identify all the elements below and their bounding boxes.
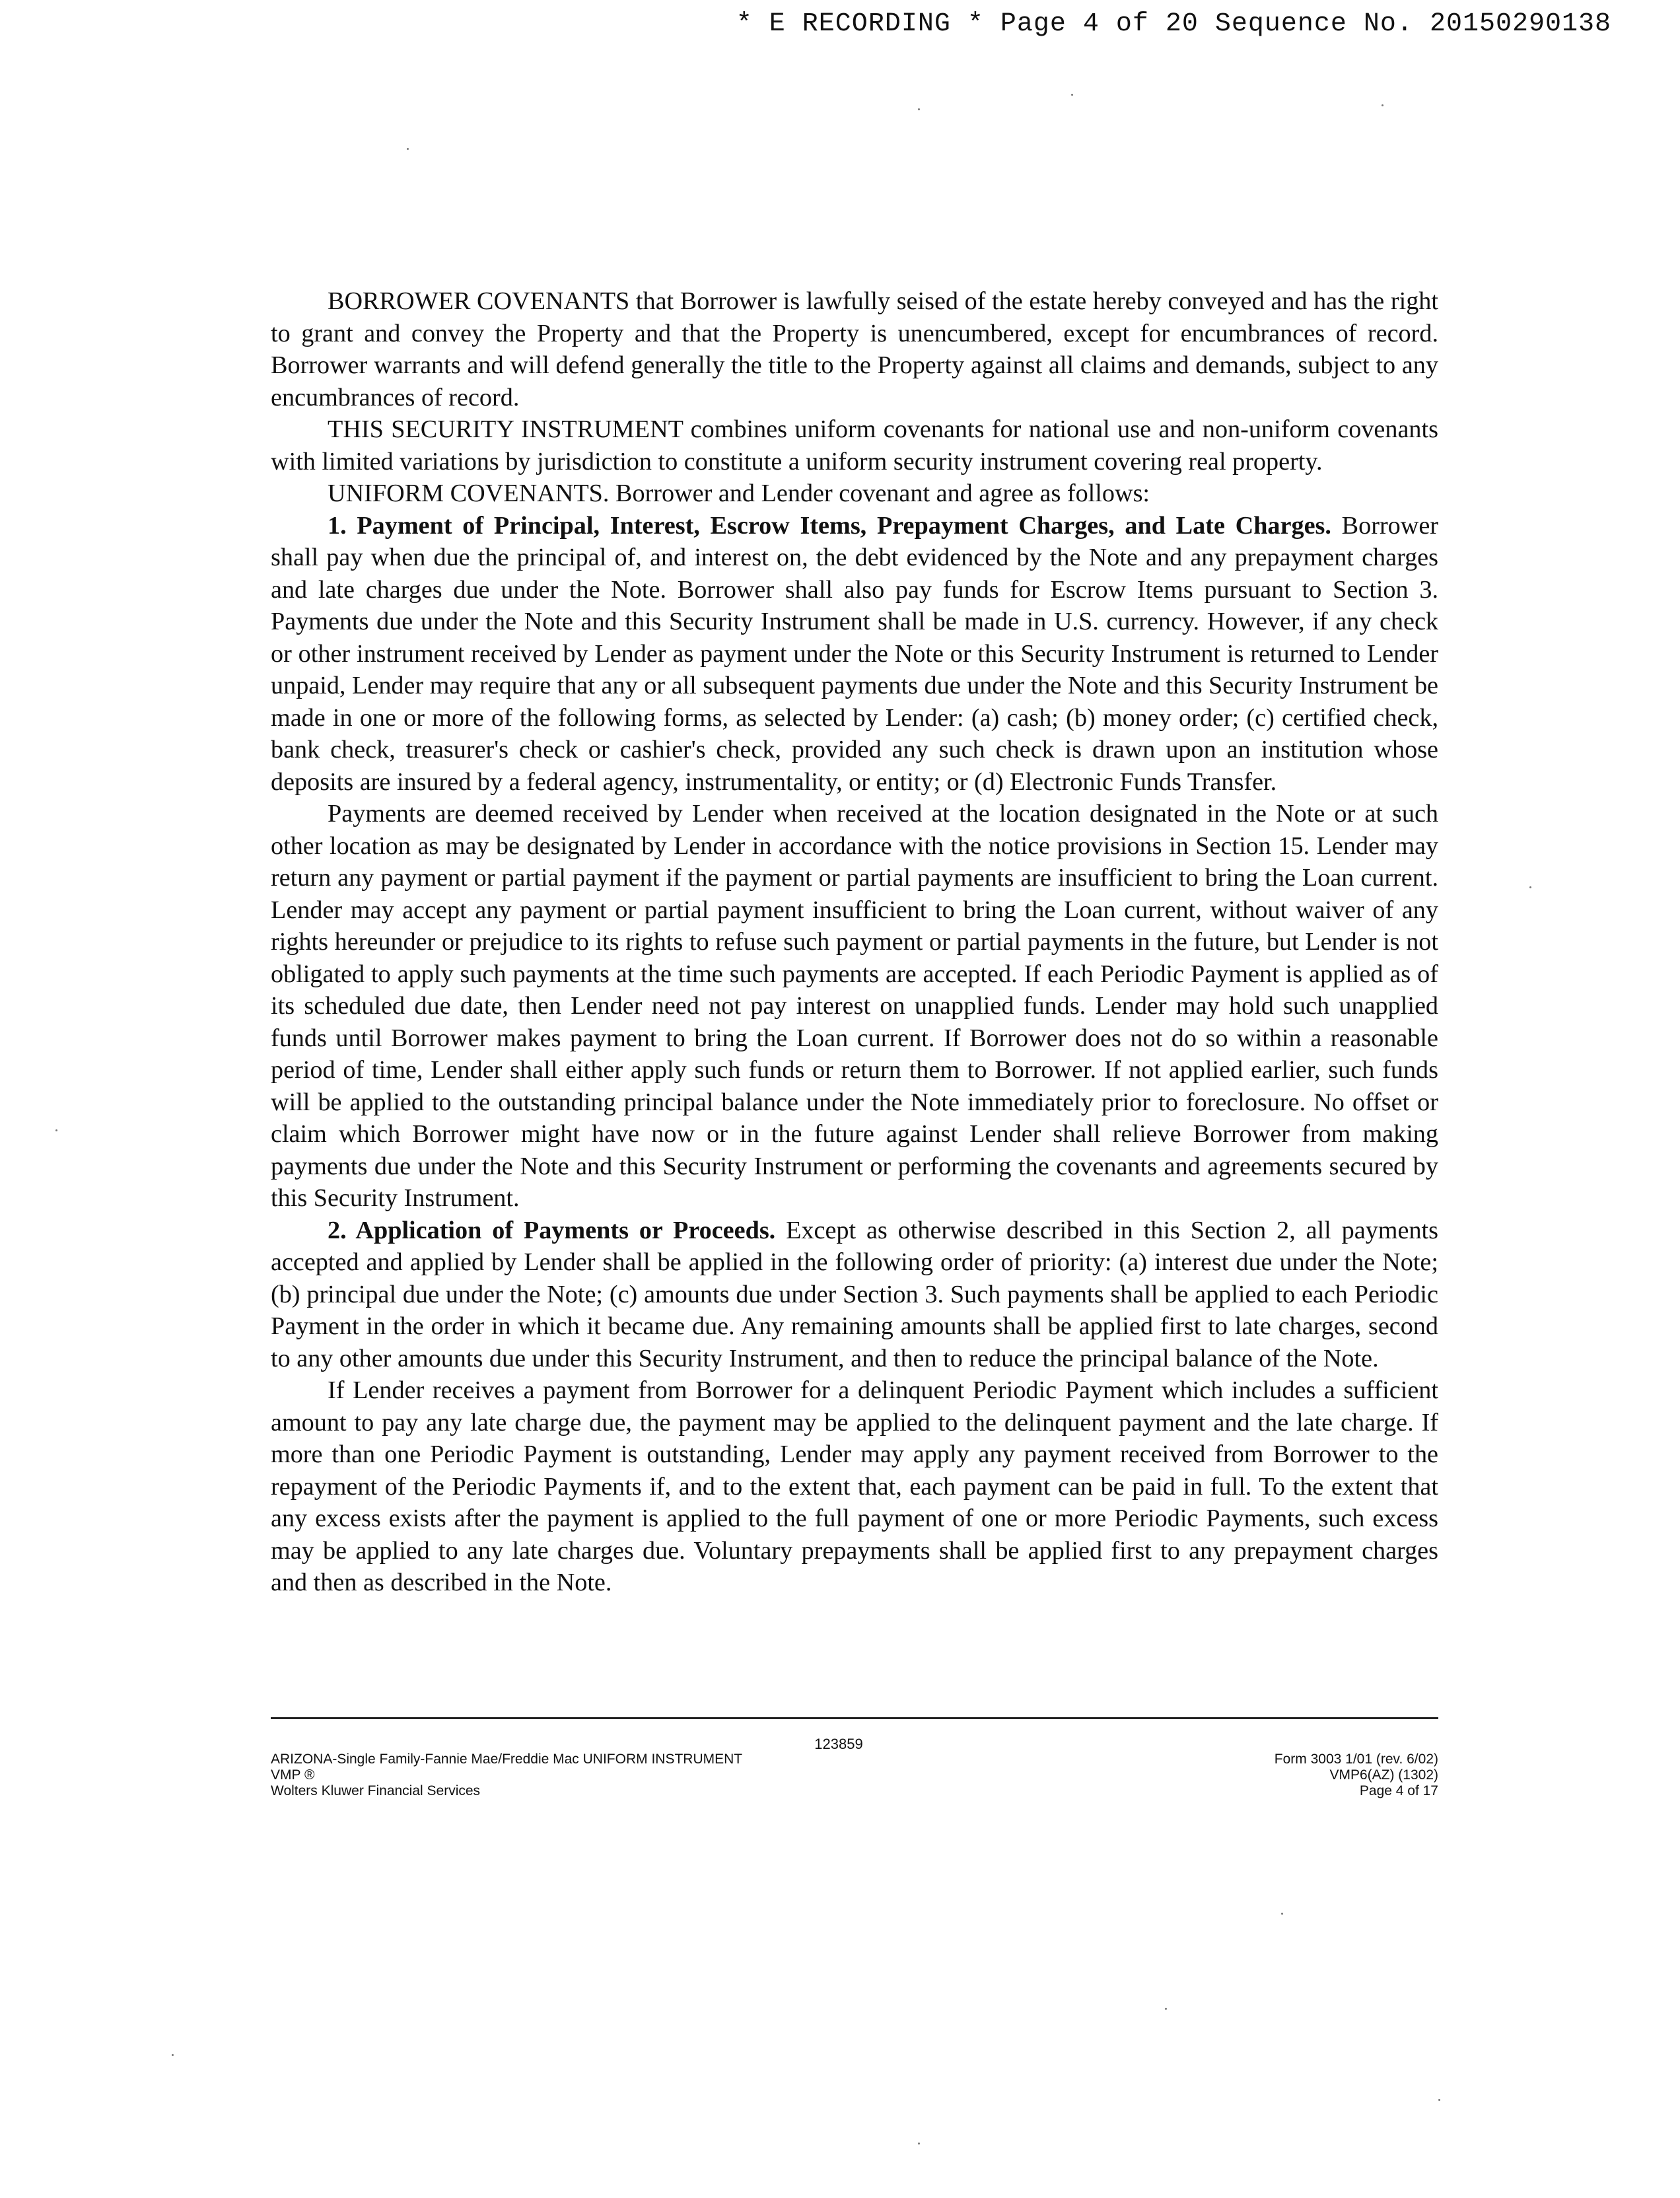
footer-publisher: Wolters Kluwer Financial Services [271,1783,481,1798]
section-2-text: Except as otherwise described in this Section 2, all payments accepted and applied by Lender shall be applied in the following order of priority: (a) interest due under the Note; (b) principal due under the Note; (c) amounts due under Section 3. Such payments shall be applied to each Periodic Payment in the order in which it became due. Any remaining amounts shall be applied first to late charges, second to any other amounts due under this Security Instrument, and then to reduce the principal balance of the Note. [271,1216,1439,1372]
footer-right [1057,1752,1438,1799]
paragraph-delinquent-payment: If Lender receives a payment from Borrower for a delinquent Periodic Payment which includes a sufficient amount to pay any late charge due, the payment may be applied to the delinquent payment and the late charge. If more than one Periodic Payment is outstanding, Lender may apply any payment received from Borrower to the repayment of the Periodic Payments if, and to the extent that, each payment can be paid in full. To the extent that any excess exists after the payment is applied to the full payment of one or more Periodic Payments, such excess may be applied to any late charges due. Voluntary prepayments shall be applied first to any prepayment charges and then as described in the Note. [271,1376,1438,1596]
section-1-heading: 1. Payment of Principal, Interest, Escrow Items, Prepayment Charges, and Late Charges. [328,511,1331,540]
scan-speck [172,2054,174,2056]
footer-page-number: Page 4 of 17 [1359,1783,1438,1798]
paragraph-borrower-covenants: BORROWER COVENANTS that Borrower is lawfully seised of the estate hereby conveyed and has the right to grant and convey the Property and that the Property is unencumbered, except for encumbrances of record. Borrower warrants and will defend generally the title to the Property against all claims and demands, subject to any encumbrances of record. [271,287,1438,411]
paragraph-payments-received: Payments are deemed received by Lender when received at the location designated in the Note or at such other location as may be designated by Lender in accordance with the notice provisions in Section 15. Lender may return any payment or partial payment if the payment or partial payments are insufficient to bring the Loan current. Lender may accept any payment or partial payment insufficient to bring the Loan current, without waiver of any rights hereunder or prejudice to its rights to refuse such payment or partial payments in the future, but Lender is not obligated to apply such payments at the time such payments are accepted. If each Periodic Payment is applied as of its scheduled due date, then Lender need not pay interest on unapplied funds. Lender may hold such unapplied funds until Borrower makes payment to bring the Loan current. If Borrower does not do so within a reasonable period of time, Lender shall either apply such funds or return them to Borrower. If not applied earlier, such funds will be applied to the outstanding principal balance under the Note immediately prior to foreclosure. No offset or claim which Borrower might have now or in the future against Lender shall relieve Borrower from making payments due under the Note and this Security Instrument or performing the covenants and agreements secured by this Security Instrument. [271,800,1438,1212]
recording-header: * E RECORDING * Page 4 of 20 Sequence No. 20150290138 [736,9,1611,39]
document-body [271,285,1438,1599]
paragraph-security-instrument: THIS SECURITY INSTRUMENT combines uniform covenants for national use and non-uniform covenants with limited variations by jurisdiction to constitute a uniform security instrument covering real property. [271,415,1438,476]
section-2 [271,1215,1438,1375]
footer-form-number: Form 3003 1/01 (rev. 6/02) [1274,1752,1438,1767]
footer-vmp-code: VMP6(AZ) (1302) [1329,1767,1438,1783]
section-1 [271,510,1438,798]
scan-speck [1165,2008,1167,2010]
footer-vmp: VMP ® [271,1767,315,1783]
section-2-heading: 2. Application of Payments or Proceeds. [328,1216,776,1244]
scan-speck [918,108,920,110]
footer-left [271,1752,742,1799]
scan-speck [1382,104,1383,106]
scan-speck [1071,94,1073,96]
footer-form-title: ARIZONA-Single Family-Fannie Mae/Freddie Mac UNIFORM INSTRUMENT [271,1752,743,1767]
scan-speck [1281,1913,1283,1915]
scan-speck [407,148,409,150]
scan-speck [918,2143,920,2145]
scan-speck [1438,2099,1440,2101]
scan-speck [1529,886,1531,888]
scan-speck [55,1129,57,1131]
paragraph-uniform-covenants: UNIFORM COVENANTS. Borrower and Lender covenant and agree as follows: [328,479,1150,507]
section-1-text: Borrower shall pay when due the principal of, and interest on, the debt evidenced by the Note and any prepayment charges and late charges due under the Note. Borrower shall also pay funds for Escrow Items pursuant to Section 3. Payments due under the Note and this Security Instrument shall be made in U.S. currency. However, if any check or other instrument received by Lender as payment under the Note or this Security Instrument is returned to Lender unpaid, Lender may require that any or all subsequent payments due under the Note and this Security Instrument be made in one or more of the following forms, as selected by Lender: (a) cash; (b) money order; (c) certified check, bank check, treasurer's check or cashier's check, provided any such check is drawn upon an institution whose deposits are insured by a federal agency, instrumentality, or entity; or (d) Electronic Funds Transfer. [271,511,1439,796]
footer-code: 123859 [814,1736,863,1752]
footer-divider [271,1717,1438,1719]
